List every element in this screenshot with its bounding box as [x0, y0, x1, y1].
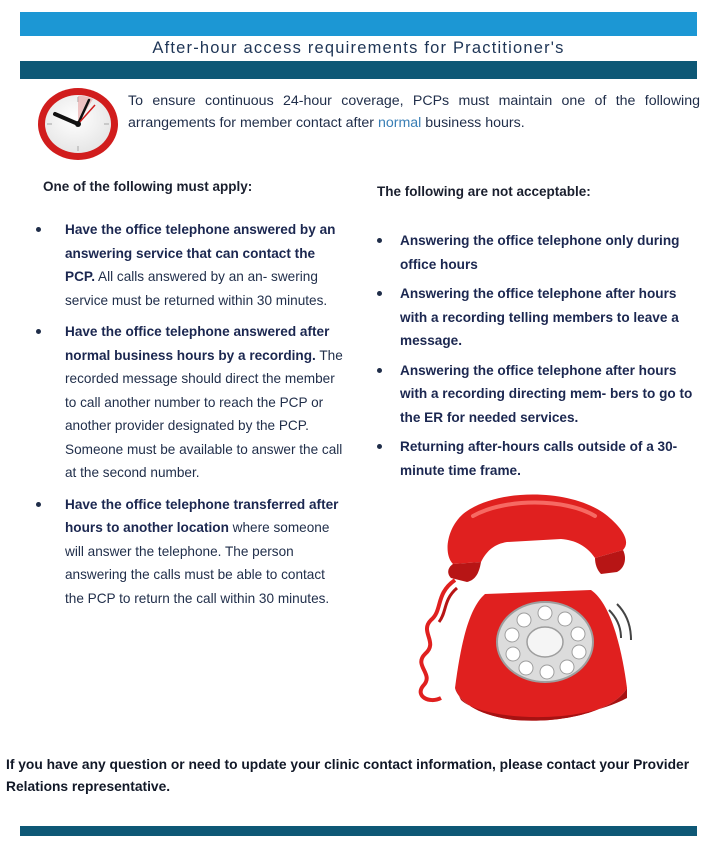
- bullet-icon: [377, 291, 382, 296]
- list-item-text: where someone will answer the telephone. The person answering the calls must be able to contact the PCP to return the call within 30 minutes.: [65, 520, 330, 606]
- bullet-icon: [36, 329, 41, 334]
- intro-paragraph: [128, 90, 700, 134]
- list-item: [65, 493, 345, 611]
- bullet-icon: [377, 368, 382, 373]
- list-item-bold: Have the office telephone answered by an answering service that can contact the PCP.: [65, 222, 336, 284]
- list-item-text: Answering the office telephone after hours with a recording telling members to leave a message.: [400, 286, 679, 348]
- list-item-text: Answering the office telephone only during office hours: [400, 233, 680, 272]
- footer-bar: [20, 826, 697, 836]
- list-item-text: Returning after-hours calls outside of a 30-minute time frame.: [400, 439, 678, 478]
- list-item: [65, 218, 345, 312]
- bullet-icon: [36, 227, 41, 232]
- intro-highlight: normal: [377, 115, 422, 131]
- list-item-text: All calls answered by an an- swering service must be returned within 30 minutes.: [65, 269, 328, 308]
- list-item-bold: Have the office telephone transferred after hours to another location: [65, 496, 339, 535]
- intro-text-before: To ensure continuous 24-hour coverage, PCPs must maintain one of the following arrangements for member contact after: [128, 93, 700, 131]
- header-top-bar: [20, 12, 697, 36]
- list-item: [65, 320, 345, 485]
- clock-icon: [33, 83, 125, 163]
- header-bottom-bar: [20, 61, 697, 79]
- bullet-icon: [377, 238, 382, 243]
- list-item: [400, 282, 695, 353]
- page-title-row: [20, 36, 697, 60]
- left-column-heading: One of the following must apply:: [43, 179, 253, 194]
- list-item-text: The recorded message should direct the member to call another number to reach the PCP or another provider designated by the PCP. Someone must be available to answer the call at the second number.: [65, 347, 343, 480]
- not-acceptable-list: [400, 229, 695, 488]
- list-item: [400, 229, 695, 276]
- list-item-bold: Have the office telephone answered after normal business hours by a recording.: [65, 324, 330, 363]
- list-item: [400, 435, 695, 482]
- bullet-icon: [36, 502, 41, 507]
- acceptable-arrangements-list: [65, 218, 345, 618]
- bullet-icon: [377, 444, 382, 449]
- right-column-heading: The following are not acceptable:: [377, 184, 591, 199]
- list-item-text: Answering the office telephone after hours with a recording directing mem- bers to go to the ER for needed services.: [400, 362, 693, 425]
- page-title: After-hour access requirements for Practitioner's: [152, 39, 565, 57]
- list-item: [400, 359, 695, 430]
- intro-text-after: business hours.: [421, 115, 525, 131]
- footer-contact-note: If you have any question or need to update your clinic contact information, please contact your Provider Relations representative.: [6, 757, 690, 794]
- rotary-phone-icon: [395, 492, 640, 732]
